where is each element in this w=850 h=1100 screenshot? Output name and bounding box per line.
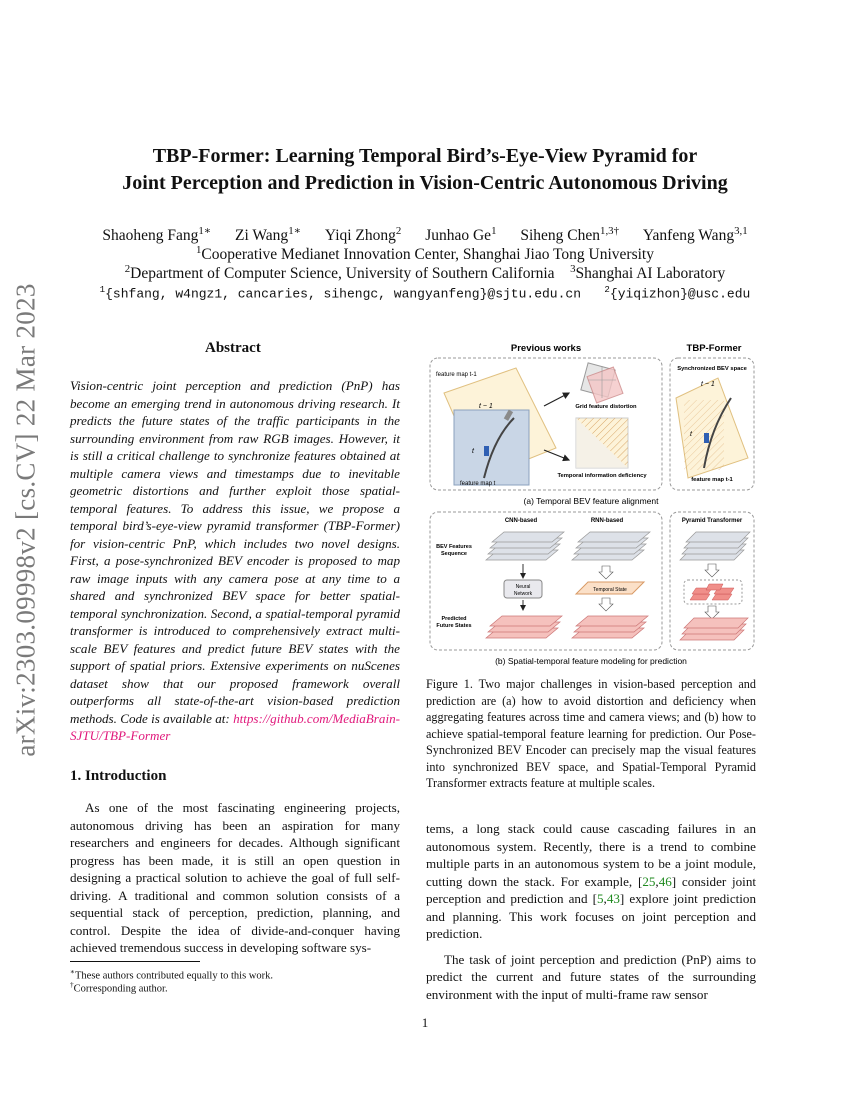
label-rnn-based: RNN-based bbox=[590, 518, 624, 524]
label-previous-works: Previous works bbox=[510, 343, 582, 354]
feature-map-t bbox=[454, 410, 529, 485]
label-sync-t-minus-1: t − 1 bbox=[701, 381, 715, 388]
author: Yanfeng Wang$^{3,1}$ bbox=[642, 225, 748, 245]
rnn-input-stack bbox=[572, 532, 650, 560]
label-feature-map-t1-right: feature map t-1 bbox=[691, 477, 733, 483]
label-feature-map-t1: feature map t-1 bbox=[436, 372, 477, 378]
footnote-rule bbox=[70, 961, 200, 962]
pyramid-output-stack bbox=[680, 618, 748, 640]
author-emails: $^1${shfang, w4ngz1, cancaries, sihengc, wangyanfeng}@sjtu.edu.cn $^2${yiqizhon}@usc.edu bbox=[99, 284, 751, 302]
pyramid-input-stack bbox=[680, 532, 750, 560]
figure-1-diagram bbox=[426, 338, 756, 671]
arrow-to-distortion bbox=[544, 393, 569, 406]
label-sync-bev: Synchronized BEV space bbox=[677, 366, 747, 372]
label-neural-1: Neural bbox=[515, 584, 531, 590]
arxiv-identifier: arXiv:2303.09998v2 [cs.CV] 22 Mar 2023 bbox=[10, 283, 41, 757]
label-pred-1: Predicted bbox=[441, 616, 467, 622]
car-icon bbox=[484, 446, 489, 456]
footnote-equal-contribution: ∗These authors contributed equally to this work. bbox=[70, 967, 273, 982]
affiliation-1: $^1$Cooperative Medianet Innovation Center, Shanghai Jiao Tong University bbox=[195, 244, 654, 264]
paragraph-pnp-task: The task of joint perception and prediction (PnP) aims to predict the current and future states of the surrounding environment with the input of multi-frame raw sensor bbox=[426, 951, 756, 1002]
label-tbp-former: TBP-Former bbox=[686, 343, 742, 354]
arxiv-sidebar bbox=[4, 240, 48, 800]
cnn-input-stack bbox=[486, 532, 564, 560]
label-sync-t: t bbox=[690, 431, 692, 438]
author: Yiqi Zhong$^2$ bbox=[324, 225, 402, 245]
author: Zi Wang$^{1∗}$ bbox=[235, 225, 301, 245]
paragraph-continued: tems, a long stack could cause cascading failures in an autonomous system. Recently, there is a trend to combine multiple parts in an autonomous system to be a joint module, cutting down the stack. For example, [25,46] consider joint perception and prediction and [5,43] explore joint prediction and planning. This work focuses on joint perception and prediction. bbox=[426, 821, 757, 941]
paper-title: TBP-Former: Learning Temporal Bird’s-Eye-View Pyramid for Joint Perception and Prediction in Vision-Centric Autonomous Driving bbox=[122, 145, 728, 194]
sync-car-icon bbox=[704, 433, 709, 443]
abstract-body: Vision-centric joint perception and prediction (PnP) has become an emerging trend in autonomous driving research. It predicts the future states of the traffic participants in the surrounding environment from raw RGB images. However, it is still a critical challenge to synchronize features obtained at multiple camera views and timestamps due to inevitable geometric distortions and further exploit those spatial-temporal features. To address this issue, we propose a temporal bird’s-eye-view pyramid transformer (TBP-Former) for vision-centric PnP, which includes two novel designs. First, a pose-synchronized BEV encoder is proposed to map raw image inputs with any camera pose at any time to a shared and synchronized BEV space for better spatial-temporal synchronization. Second, a spatial-temporal pyramid transformer is introduced to comprehensively extract multi-scale BEV features and predict future BEV states with the support of spatial priors. Extensive experiments on nuScenes dataset show that our proposed framework overall outperforms all state-of-the-art vision-based prediction methods. Code is available at: https://github.com/MediaBrain-SJTU/TBP-Former bbox=[70, 378, 400, 743]
label-grid-distortion: Grid feature distortion bbox=[575, 404, 637, 410]
author-list bbox=[60, 224, 790, 245]
citation-link[interactable]: 46 bbox=[658, 873, 672, 889]
arrow-to-deficiency bbox=[544, 450, 569, 460]
author: Junhao Ge$^1$ bbox=[425, 225, 497, 245]
page-number: 1 bbox=[421, 1015, 429, 1030]
temporal-deficiency-icon bbox=[576, 418, 628, 468]
label-pred-2: Future States bbox=[436, 623, 472, 629]
pyramid-block bbox=[684, 580, 742, 604]
grid-distortion-icon bbox=[581, 363, 623, 403]
figure-1-caption: Figure 1. Two major challenges in vision-based perception and prediction are (a) how to avoid distortion and deficiency when aggregating features across time and camera views; and (b) how to achieve spatial-temporal feature learning for prediction. Our Pose-Synchronized BEV Encoder can precisely map the visual features into synchronized BEV space, and Spatial-Temporal Pyramid Transformer extracts feature at multiple scales. bbox=[426, 677, 756, 790]
citation-link[interactable]: 25 bbox=[642, 873, 656, 889]
label-cnn-based: CNN-based bbox=[504, 518, 538, 524]
rnn-output-stack bbox=[572, 616, 648, 638]
code-link[interactable]: https://github.com/MediaBrain-SJTU/TBP-Former bbox=[70, 710, 400, 743]
author: Shaoheng Fang$^{1∗}$ bbox=[102, 225, 212, 245]
affiliation-2-3: $^2$Department of Computer Science, University of Southern California $^3$Shanghai AI Laboratory bbox=[124, 263, 726, 283]
label-bev-seq-2: Sequence bbox=[441, 551, 467, 557]
intro-paragraph: As one of the most fascinating engineering projects, autonomous driving has been an aspiration for many researchers and engineers for decades. Although significant progress has been made, it is still an open question in designing a practical solution to achieve the goal of full self-driving. A traditional and common solution consists of a sequential stack of perception, prediction, planning, and control. Despite the idea of divide-and-conquer having achieved tremendous success in developing software sys- bbox=[70, 800, 400, 955]
abstract-heading: Abstract bbox=[205, 340, 261, 356]
label-bev-seq-1: BEV Features bbox=[436, 544, 472, 550]
label-temporal-state: Temporal State bbox=[593, 587, 627, 593]
caption-b: (b) Spatial-temporal feature modeling for prediction bbox=[495, 656, 687, 666]
citation-link[interactable]: 43 bbox=[606, 891, 620, 906]
label-t: t bbox=[472, 448, 474, 455]
label-pyramid-transformer: Pyramid Transformer bbox=[681, 518, 743, 524]
label-feature-map-t: feature map t bbox=[460, 481, 496, 487]
author: Siheng Chen$^{1,3\dagger}$ bbox=[520, 225, 620, 245]
label-t-minus-1: t − 1 bbox=[479, 403, 493, 410]
right-column-text bbox=[426, 820, 756, 1011]
section-heading-introduction: 1. Introduction bbox=[70, 768, 167, 784]
cnn-output-stack bbox=[486, 616, 562, 638]
footnote-corresponding: †Corresponding author. bbox=[70, 980, 168, 995]
label-neural-2: Network bbox=[513, 591, 533, 597]
citation-link[interactable]: 5 bbox=[597, 891, 604, 906]
label-temporal-deficiency: Temporal information deficiency bbox=[557, 473, 647, 479]
caption-a: (a) Temporal BEV feature alignment bbox=[523, 496, 659, 506]
figure-1 bbox=[426, 338, 756, 671]
